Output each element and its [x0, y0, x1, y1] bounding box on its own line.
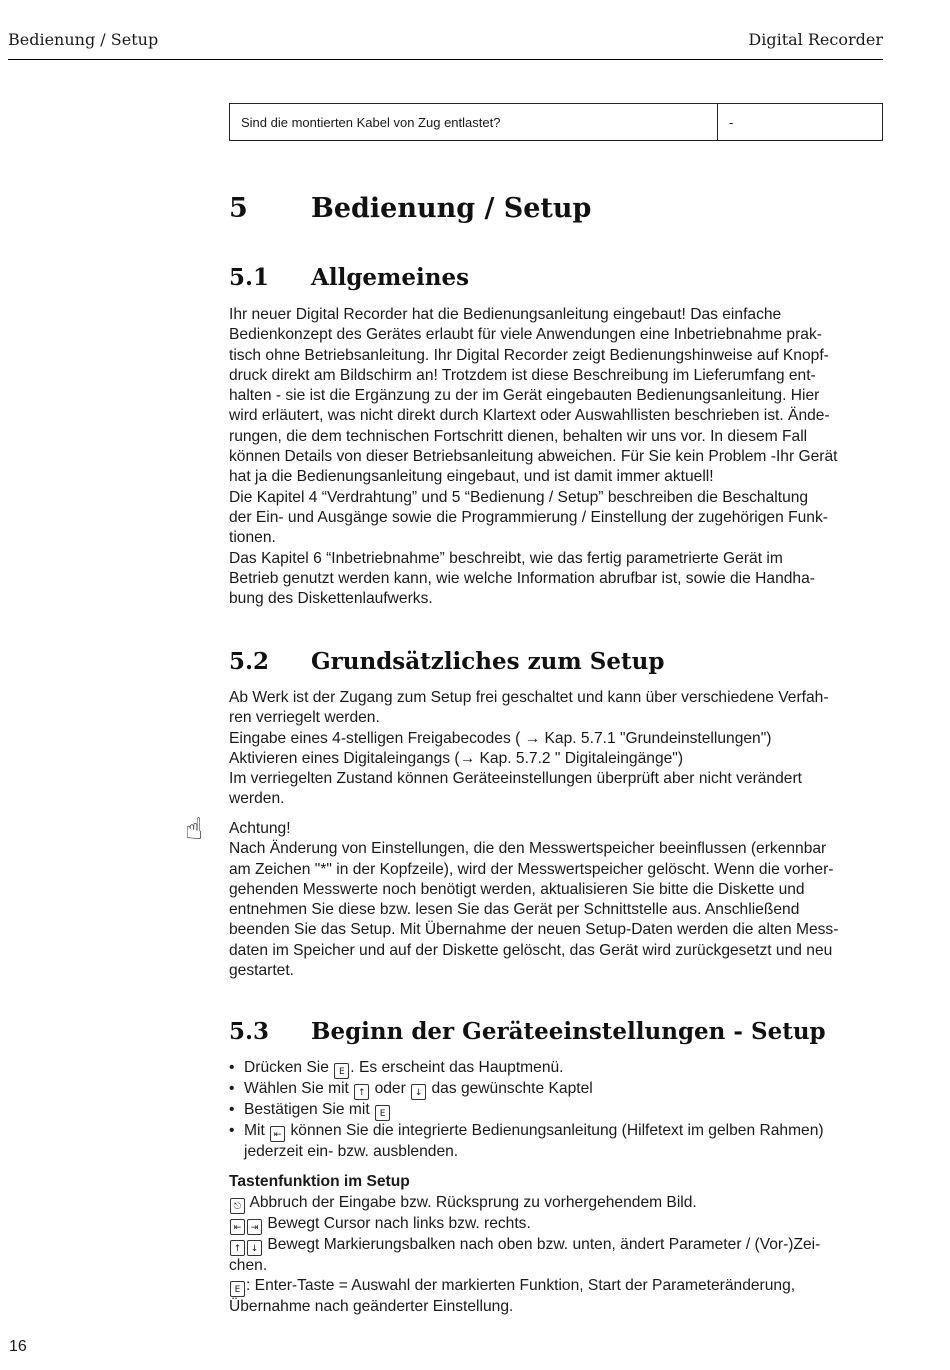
warning-line: beenden Sie das Setup. Mit Übernahme der neuen Setup-Daten werden die alten Mess- [229, 921, 839, 939]
section-5-3-body [229, 1058, 885, 1317]
text-line: bung des Diskettenlaufwerks. [229, 590, 433, 608]
down-key-icon: ↓ [247, 1240, 262, 1256]
text-line: Aktivieren eines Digitaleingangs (→ Kap. 5.7.2 " Digitaleingänge") [229, 749, 684, 767]
question-cell: Sind die montierten Kabel von Zug entlastet? [230, 104, 718, 141]
section-5-1-body [229, 305, 885, 609]
pointing-hand-icon: ☝ [185, 812, 204, 847]
step-text: Drücken Sie [244, 1059, 329, 1076]
step-text: oder [374, 1080, 406, 1097]
text-line: Ihr neuer Digital Recorder hat die Bedienungsanleitung eingebaut! Das einfache [229, 306, 782, 323]
warning-block [229, 819, 885, 981]
list-item [229, 1079, 885, 1100]
chapter-number: 5 [229, 193, 248, 224]
text-line: Bedienkonzept des Gerätes erlaubt für viele Anwendungen eine Inbetriebnahme prak- [229, 326, 822, 344]
step-text: Wählen Sie mit [244, 1080, 349, 1097]
key-line [229, 1193, 885, 1214]
key-line [229, 1276, 885, 1297]
text-line: wird erläutert, was nicht direkt durch Klartext oder Auswahllisten beschrieben ist. Ände- [229, 407, 830, 425]
warning-line: entnehmen Sie diese bzw. lesen Sie das Gerät per Schnittstelle aus. Anschließend [229, 901, 800, 919]
checklist-table [229, 103, 883, 141]
warning-line: daten im Speicher und auf der Diskette gelöscht, das Gerät wird zurückgesetzt und neu [229, 941, 833, 959]
text-line: Eingabe eines 4-stelligen Freigabecodes ( → Kap. 5.7.1 "Grundeinstellungen") [229, 729, 772, 747]
text-line: tionen. [229, 529, 276, 547]
list-item [229, 1058, 885, 1079]
header-rule [8, 59, 883, 60]
warning-line: Achtung! [229, 820, 291, 837]
section-heading-5-3 [229, 1018, 826, 1045]
enter-key-icon: E [375, 1105, 390, 1121]
text-line: rungen, die dem technischen Fortschritt dienen, behalten wir uns vor. In diesem Fall [229, 427, 808, 445]
left-key-icon: ⇤ [270, 1126, 285, 1142]
section-title: Beginn der Geräteeinstellungen - Setup [311, 1018, 826, 1045]
warning-line: Nach Änderung von Einstellungen, die den Messwertspeicher beeinflussen (erkennbar [229, 840, 827, 858]
chapter-title: Bedienung / Setup [311, 193, 592, 224]
key-description: Bewegt Markierungsbalken nach oben bzw. unten, ändert Parameter / (Vor-)Zei- [267, 1235, 821, 1253]
list-item [229, 1100, 885, 1121]
text-line: werden. [229, 790, 285, 808]
key-description: Bewegt Cursor nach links bzw. rechts. [267, 1214, 531, 1232]
text-line: halten - sie ist die Ergänzung zu der im Gerät eingebauten Bedienungsanleitung. Hier [229, 387, 820, 405]
escape-key-icon: ⎋ [230, 1198, 245, 1214]
section-number: 5.2 [229, 648, 270, 675]
section-heading-5-1 [229, 264, 469, 291]
warning-line: gestartet. [229, 962, 295, 980]
step-text: Bestätigen Sie mit [244, 1101, 370, 1118]
step-text: jederzeit ein- bzw. ausblenden. [244, 1143, 459, 1160]
text-line: der Ein- und Ausgänge sowie die Programmierung / Einstellung der zugehörigen Funk- [229, 508, 828, 526]
text-line: Die Kapitel 4 “Verdrahtung” und 5 “Bedienung / Setup” beschreiben die Beschaltung [229, 488, 809, 506]
key-line [229, 1235, 885, 1256]
step-text: Mit [244, 1122, 265, 1139]
down-key-icon: ↓ [411, 1084, 426, 1100]
step-text: das gewünschte Kaptel [431, 1080, 593, 1097]
text-line: Betrieb genutzt werden kann, wie welche Information abrufbar ist, sowie die Handha- [229, 569, 815, 587]
text-line: druck direkt am Bildschirm an! Trotzdem ist diese Beschreibung im Lieferumfang ent- [229, 366, 816, 384]
enter-key-icon: E [230, 1281, 245, 1297]
list-item [229, 1121, 885, 1162]
enter-key-icon: E [334, 1063, 349, 1079]
section-5-2-body [229, 688, 885, 810]
key-description: Abbruch der Eingabe bzw. Rücksprung zu vorhergehendem Bild. [249, 1193, 697, 1211]
running-header-right: Digital Recorder [748, 30, 883, 49]
table-row [230, 104, 883, 141]
warning-line: gehenden Messwerte noch benötigt werden, aktualisieren Sie bitte die Diskette und [229, 880, 805, 898]
page-number: 16 [9, 1338, 27, 1355]
key-description: : Enter-Taste = Auswahl der markierten Funktion, Start der Parameteränderung, [246, 1276, 796, 1294]
right-key-icon: ⇥ [247, 1219, 262, 1235]
text-line: Das Kapitel 6 “Inbetriebnahme” beschreibt, wie das fertig parametrierte Gerät im [229, 549, 783, 567]
text-line: können Details von dieser Betriebsanleitung abweichen. Für Sie kein Problem -Ihr Gerät [229, 448, 838, 466]
step-text: können Sie die integrierte Bedienungsanleitung (Hilfetext im gelben Rahmen) [290, 1122, 824, 1139]
key-line [229, 1214, 885, 1235]
answer-cell: - [718, 104, 883, 141]
text-line: hat ja die Bedienungsanleitung eingebaut, und ist damit immer aktuell! [229, 468, 714, 486]
section-number: 5.3 [229, 1018, 270, 1045]
key-functions-heading: Tastenfunktion im Setup [229, 1173, 410, 1191]
section-title: Allgemeines [311, 264, 470, 291]
text-line: tisch ohne Betriebsanleitung. Ihr Digital Recorder zeigt Bedienungshinweise auf Knopf- [229, 346, 829, 364]
section-number: 5.1 [229, 264, 270, 291]
step-text: . Es erscheint das Hauptmenü. [350, 1059, 564, 1076]
text-line: Ab Werk ist der Zugang zum Setup frei geschaltet und kann über verschiedene Verfah- [229, 689, 829, 706]
text-line: ren verriegelt werden. [229, 709, 380, 727]
warning-line: am Zeichen "*" in der Kopfzeile), wird der Messwertspeicher gelöscht. Wenn die vorher- [229, 860, 834, 878]
section-heading-5-2 [229, 648, 664, 675]
up-key-icon: ↑ [230, 1240, 245, 1256]
running-header-left: Bedienung / Setup [8, 30, 159, 49]
left-key-icon: ⇤ [230, 1219, 245, 1235]
text-line: Im verriegelten Zustand können Geräteeinstellungen überprüft aber nicht verändert [229, 770, 802, 788]
up-key-icon: ↑ [354, 1084, 369, 1100]
key-line-cont: Übernahme nach geänderter Einstellung. [229, 1297, 514, 1315]
chapter-heading [229, 193, 591, 224]
section-title: Grundsätzliches zum Setup [311, 648, 665, 675]
key-line-cont: chen. [229, 1256, 268, 1274]
steps-list [229, 1058, 885, 1162]
